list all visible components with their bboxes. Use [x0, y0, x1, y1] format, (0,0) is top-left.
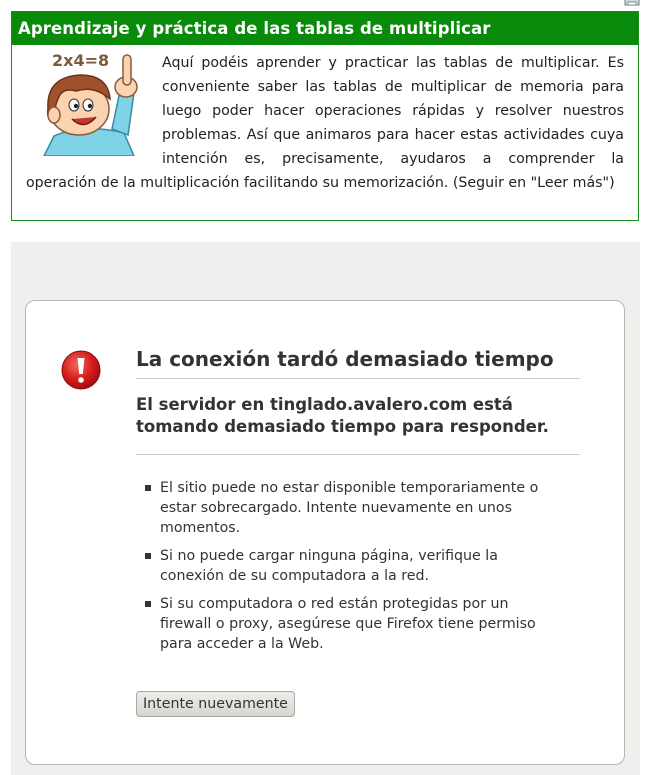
- list-item: [143, 594, 543, 654]
- suggestion-text: El sitio puede no estar disponible temporariamente o estar sobrecargado. Intente nuevamente en unos momentos.: [160, 480, 539, 536]
- mascot-equation: 2x4=8: [52, 51, 110, 70]
- bullet-icon: [145, 553, 151, 559]
- intro-body: [12, 45, 638, 195]
- error-suggestions: [143, 478, 543, 662]
- bullet-icon: [145, 601, 151, 607]
- suggestion-text: Si no puede cargar ninguna página, verifique la conexión de su computadora a la red.: [160, 548, 498, 584]
- list-item: [143, 546, 543, 586]
- mascot-illustration: [24, 51, 154, 156]
- error-title: La conexión tardó demasiado tiempo: [136, 346, 580, 379]
- intro-title: Aprendizaje y práctica de las tablas de multiplicar: [12, 12, 638, 45]
- intro-box: [11, 11, 639, 221]
- error-subtitle: El servidor en tinglado.avalero.com está tomando demasiado tiempo para responder.: [136, 394, 580, 455]
- list-item: [143, 478, 543, 538]
- retry-button[interactable]: Intente nuevamente: [136, 691, 295, 717]
- alert-icon: [60, 349, 102, 391]
- bullet-icon: [145, 485, 151, 491]
- suggestion-text: Si su computadora o red están protegidas por un firewall o proxy, asegúrese que Firefox tiene permiso para acceder a la Web.: [160, 596, 536, 652]
- print-icon[interactable]: [624, 0, 640, 6]
- intro-text: Aquí podéis aprender y practicar las tablas de multiplicar. Es conveniente saber las tablas de multiplicar de memoria para luego poder hacer operaciones rápidas y resolver nuestros problemas. Así que animaros para hacer estas actividades cuya intención es, precisamente, ayudaros a comprender la operación de la multiplicación facilitando su memorización. (Seguir en "Leer más"): [26, 55, 624, 191]
